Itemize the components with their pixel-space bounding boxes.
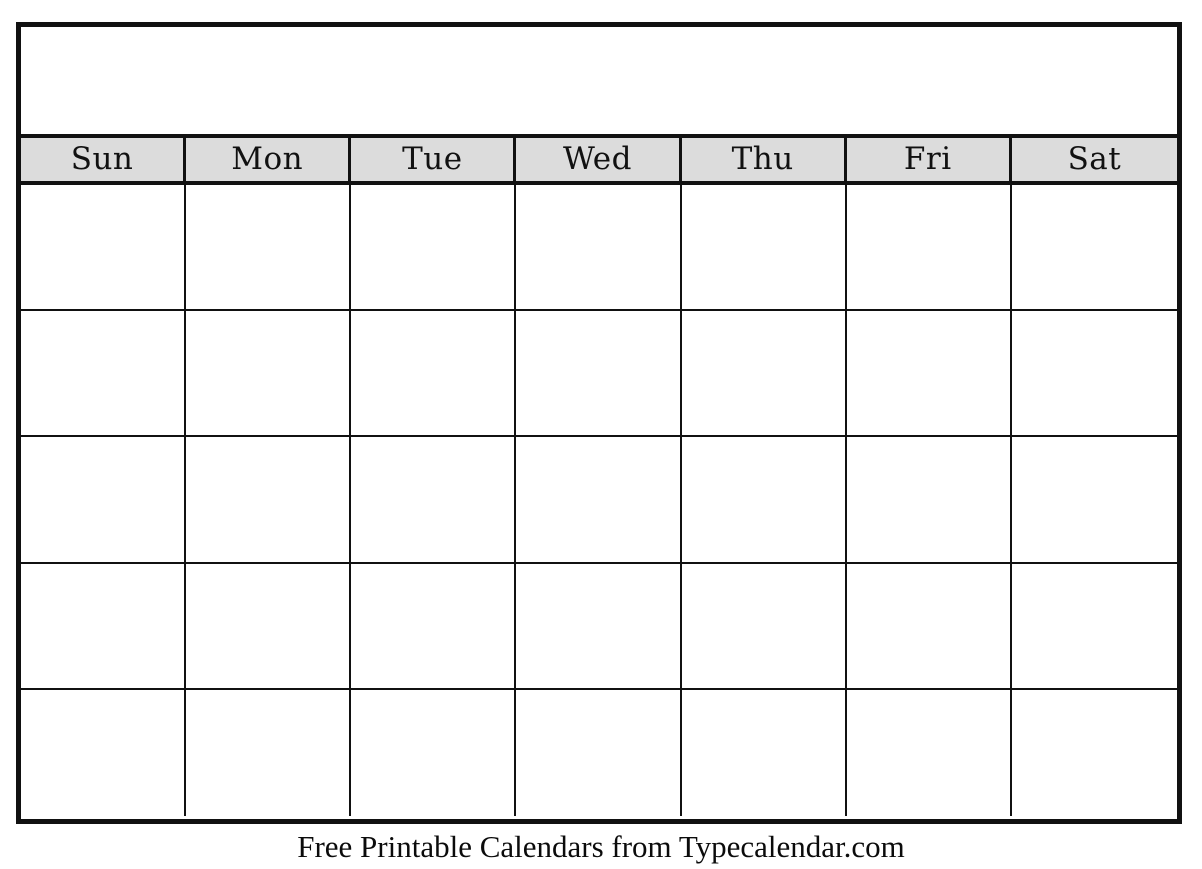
calendar-cell [21, 311, 186, 437]
calendar-cell [351, 690, 516, 816]
footer-text: Free Printable Calendars from Typecalendar.com [297, 829, 905, 864]
calendar-cell [1012, 311, 1177, 437]
calendar-cell [351, 311, 516, 437]
day-header-fri: Fri [847, 138, 1012, 181]
calendar-cell [1012, 185, 1177, 311]
day-header-sun: Sun [21, 138, 186, 181]
calendar-cell [351, 564, 516, 690]
calendar-cell [847, 690, 1012, 816]
calendar-cell [847, 311, 1012, 437]
calendar-cell [682, 311, 847, 437]
calendar-cell [351, 185, 516, 311]
calendar-cell [847, 437, 1012, 563]
calendar-cell [516, 690, 681, 816]
day-header-thu: Thu [682, 138, 847, 181]
calendar-cell [351, 437, 516, 563]
calendar-cell [186, 564, 351, 690]
calendar-cell [1012, 690, 1177, 816]
calendar-cell [1012, 437, 1177, 563]
calendar-table [16, 22, 1182, 824]
calendar-title-area [21, 27, 1177, 138]
calendar-cell [682, 564, 847, 690]
calendar-cell [516, 437, 681, 563]
calendar-cell [1012, 564, 1177, 690]
calendar-cell [186, 437, 351, 563]
calendar-cell [21, 437, 186, 563]
calendar-grid [21, 185, 1177, 816]
calendar-cell [682, 437, 847, 563]
calendar-cell [682, 185, 847, 311]
calendar-cell [516, 564, 681, 690]
day-header-tue: Tue [351, 138, 516, 181]
calendar-cell [516, 185, 681, 311]
calendar-cell [186, 690, 351, 816]
calendar-cell [21, 690, 186, 816]
day-header-sat: Sat [1012, 138, 1177, 181]
calendar-cell [21, 564, 186, 690]
day-header-wed: Wed [516, 138, 681, 181]
calendar-cell [516, 311, 681, 437]
day-header-row [21, 138, 1177, 185]
calendar-cell [847, 185, 1012, 311]
calendar-cell [21, 185, 186, 311]
calendar-cell [186, 185, 351, 311]
day-header-mon: Mon [186, 138, 351, 181]
calendar-cell [186, 311, 351, 437]
calendar-cell [682, 690, 847, 816]
calendar-cell [847, 564, 1012, 690]
